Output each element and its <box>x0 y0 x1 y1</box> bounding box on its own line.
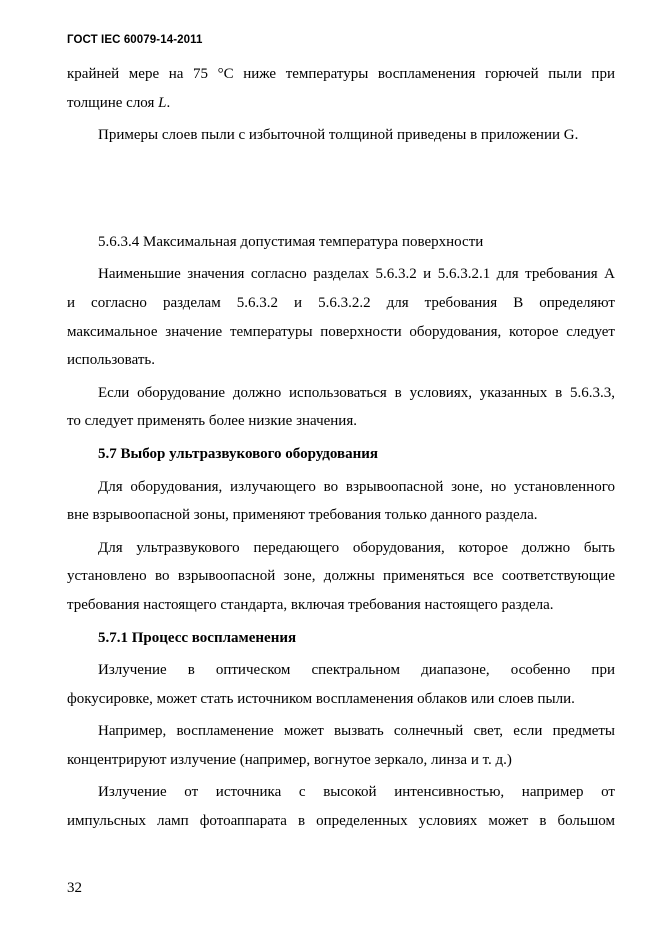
text-line: Если оборудование должно использоваться в условиях, указанных в 5.6.3.3, <box>98 384 615 401</box>
text-line: установлено во взрывоопасной зоне, должны применяться все соответствующие <box>67 568 615 585</box>
paragraph-ultrasonic-equipment <box>67 534 615 620</box>
paragraph-sunlight-example <box>67 717 615 774</box>
text-line: использовать. <box>67 352 155 369</box>
text-line: требования настоящего стандарта, включая требования настоящего раздела. <box>67 596 554 613</box>
text-line: то следует применять более низкие значения. <box>67 413 357 430</box>
paragraph-examples-note <box>67 121 615 150</box>
page-body <box>67 60 615 836</box>
text-line: Примеры слоев пыли с избыточной толщиной приведены в приложении G. <box>98 127 579 144</box>
variable-l: L <box>158 94 167 111</box>
section-heading-5-7: 5.7 Выбор ультразвукового оборудования <box>98 445 378 462</box>
section-title-5-6-3-4 <box>67 228 615 257</box>
text-line: максимальное значение температуры поверхности оборудования, которое следует <box>67 323 615 340</box>
text-line: концентрируют излучение (например, вогнутое зеркало, линза и т. д.) <box>67 751 512 768</box>
text-line: крайней мере на 75 °С ниже температуры воспламенения горючей пыли при <box>67 66 615 82</box>
paragraph-lowest-values <box>67 260 615 374</box>
text-line: и согласно разделам 5.6.3.2 и 5.6.3.2.2 для требования В определяют <box>67 294 615 311</box>
document-header: ГОСТ IEC 60079-14-2011 <box>67 34 203 46</box>
text-line: импульсных ламп фотоаппарата в определенных условиях может в большом <box>67 813 615 830</box>
text-line: толщине слоя L. <box>67 94 171 111</box>
text-line: Для ультразвукового передающего оборудования, которое должно быть <box>98 539 615 556</box>
text-line: Например, воспламенение может вызвать солнечный свет, если предметы <box>98 723 615 740</box>
text-line: Наименьшие значения согласно разделах 5.6.3.2 и 5.6.3.2.1 для требования А <box>98 266 615 283</box>
text-line: вне взрывоопасной зоны, применяют требования только данного раздела. <box>67 507 538 524</box>
paragraph-emitting-equipment <box>67 473 615 530</box>
text-line: Для оборудования, излучающего во взрывоопасной зоне, но установленного <box>98 478 615 495</box>
text-line: фокусировке, может стать источником воспламенения облаков или слоев пыли. <box>67 690 575 707</box>
paragraph-lower-values <box>67 379 615 436</box>
paragraph-optical-radiation <box>67 656 615 713</box>
text-line: Излучение от источника с высокой интенсивностью, например от <box>98 784 615 801</box>
text-line: 5.6.3.4 Максимальная допустимая температура поверхности <box>98 233 484 250</box>
text-line: Излучение в оптическом спектральном диапазоне, особенно при <box>98 662 615 679</box>
paragraph-continuation <box>67 60 615 117</box>
page-number: 32 <box>67 880 82 896</box>
section-heading-5-7-1: 5.7.1 Процесс воспламенения <box>98 629 297 646</box>
paragraph-high-intensity-source <box>67 778 615 835</box>
